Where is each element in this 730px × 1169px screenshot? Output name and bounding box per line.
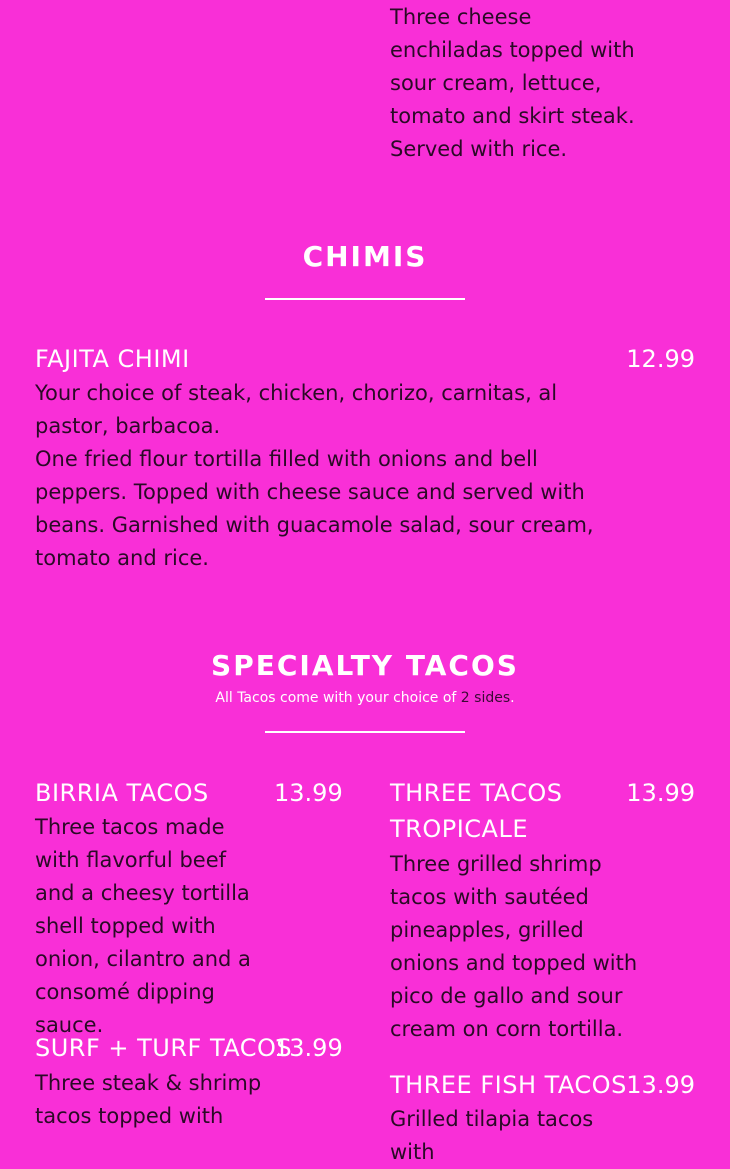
- item-price: 13.99: [626, 1071, 695, 1099]
- subtitle-suffix: .: [510, 690, 515, 706]
- item-name: THREE FISH TACOS: [390, 1071, 627, 1099]
- section-divider: [265, 731, 465, 733]
- subtitle-text: All Tacos come with your choice of: [215, 690, 461, 706]
- item-name: THREE TACOS TROPICALE: [390, 779, 563, 843]
- item-name: BIRRIA TACOS: [35, 779, 209, 807]
- section-title-chimis: CHIMIS: [302, 240, 428, 273]
- item-price: 13.99: [274, 779, 343, 807]
- section-title-specialty-tacos: SPECIALTY TACOS: [211, 649, 519, 682]
- item-description: One fried flour tortilla filled with onions and bell peppers. Topped with cheese sauce and served with beans. Garnished with guacamole salad, sour cream, tomato and rice.: [35, 447, 594, 570]
- subtitle-highlight: 2 sides: [460, 690, 511, 706]
- item-description: Grilled tilapia tacos with: [390, 1107, 594, 1164]
- item-description: Three grilled shrimp tacos with sautéed pineapples, grilled onions and topped with pico de gallo and sour cream on corn tortilla.: [390, 852, 638, 1041]
- enchilada-description: Three cheese enchiladas topped with sour cream, lettuce, tomato and skirt steak. Served with rice.: [390, 5, 635, 161]
- item-price: 13.99: [626, 779, 695, 807]
- item-description: Three tacos made with flavorful beef and a cheesy tortilla shell topped with onion, cilantro and a consomé dipping sauce.: [35, 815, 251, 1037]
- section-divider: [265, 298, 465, 300]
- section-subtitle: [0, 690, 730, 706]
- item-description: Your choice of steak, chicken, chorizo, carnitas, al pastor, barbacoa.: [35, 381, 558, 438]
- item-price: 12.99: [626, 345, 695, 373]
- item-description: Three steak & shrimp tacos topped with: [35, 1071, 262, 1128]
- item-price: 13.99: [274, 1034, 343, 1062]
- item-name: FAJITA CHIMI: [35, 345, 190, 373]
- item-name: SURF + TURF TACOS: [35, 1034, 293, 1062]
